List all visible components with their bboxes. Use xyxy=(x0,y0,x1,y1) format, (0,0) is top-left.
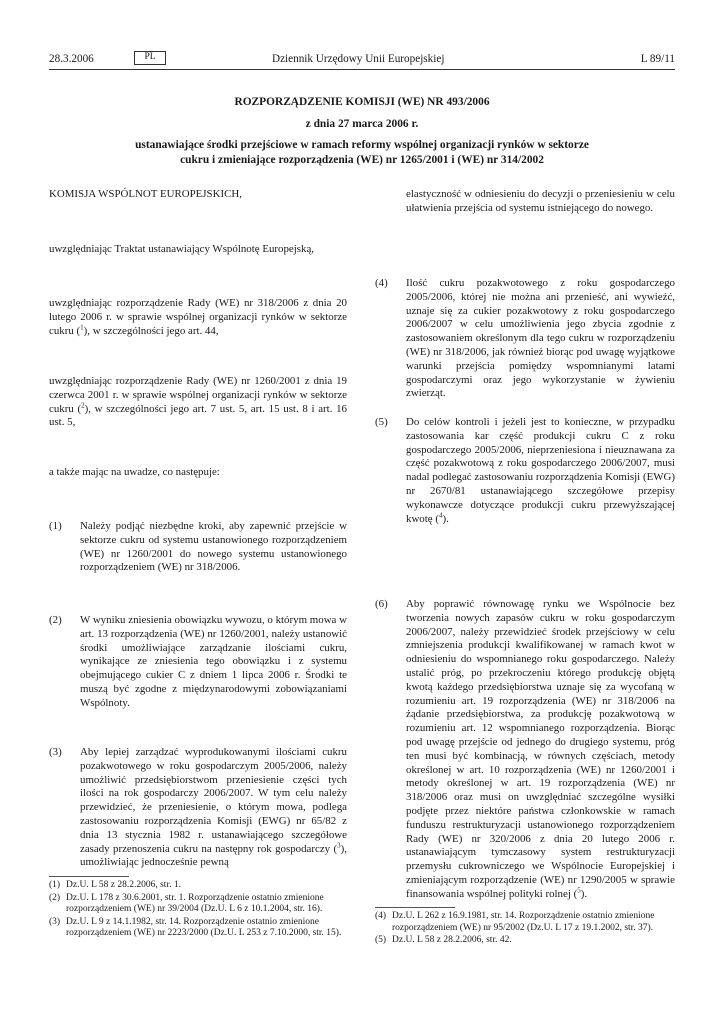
footnote-separator xyxy=(49,876,129,877)
language-badge: PL xyxy=(134,51,166,65)
footnote: (5) Dz.U. L 58 z 28.2.2006, str. 42. xyxy=(375,935,512,946)
footnote: (4) Dz.U. L 262 z 16.9.1981, str. 14. Rozporządzenie ostatnio zmienione rozporządzeniem (WE) nr 95/2002 (Dz.U. L 17 z 19.1.2002, str. 37). xyxy=(375,911,655,933)
regulation-subject-line-1: ustanawiające środki przejściowe w ramach reformy wspólnej organizacji rynków w sektorze xyxy=(135,139,589,151)
recital-number: (1) xyxy=(49,520,62,532)
footnote-ref-3: 3 xyxy=(337,840,341,849)
recital-number: (5) xyxy=(375,416,388,428)
recital-2: W wyniku zniesienia obowiązku wywozu, o którym mowa w art. 13 rozporządzenia (WE) nr 1260/2001, należy ustanowić środki umożliwiające zarządzanie ilościami cukru, wynikające ze zniesienia tego obowiązku i z systemu obejmującego cukier C z dniem 1 lipca 2006 r. Środki te muszą być zgodne z międzynarodowymi zobowiązaniami Wspólnoty. xyxy=(80,614,347,709)
citation-regulation-318: uwzględniając rozporządzenie Rady (WE) nr 318/2006 z dnia 20 lutego 2006 r. w sprawie wspólnej organizacji rynków w sektorze cukru ($^1$), w szczególności jego art. 44, xyxy=(49,297,347,337)
footnote: (3) Dz.U. L 9 z 14.1.1982, str. 14. Rozporządzenie ostatnio zmienione rozporządzeniem (WE) nr 2223/2000 (Dz.U. L 253 z 7.10.2000, str. 15). xyxy=(49,916,342,939)
recital-3: Aby lepiej zarządzać wyprodukowanymi ilościami cukru pozakwotowego w roku gospodarczym 2005/2006, należy umożliwić przedsiębiorstwom przeniesienie części tych ilości na rok gospodarczy 2006/2007. W tym celu należy przewidzieć, że przeniesienie, o którym mowa, podlega zastosowaniu rozporządzenia Komisji (EWG) nr 65/82 z dnia 13 stycznia 1982 r. ustanawiającego szczegółowe zasady przenoszenia cukru na następny rok gospodarczy ($^3$), umożliwiając jednocześnie pewną xyxy=(80,746,347,869)
footnote-ref-4: 4 xyxy=(438,510,443,519)
footnote-ref-5: 5 xyxy=(577,886,581,895)
recital-number: (2) xyxy=(49,614,62,626)
footnote-ref-1: 1 xyxy=(80,322,84,331)
footnote-ref-2: 2 xyxy=(81,400,85,409)
journal-title: Dziennik Urzędowy Unii Europejskiej xyxy=(272,53,445,65)
page-reference: L 89/11 xyxy=(640,53,675,65)
regulation-date: z dnia 27 marca 2006 r. xyxy=(305,118,419,130)
regulation-title: ROZPORZĄDZENIE KOMISJI (WE) NR 493/2006 xyxy=(234,96,490,108)
recital-number: (6) xyxy=(375,598,388,610)
footnote-separator xyxy=(375,907,455,908)
footnotes-right xyxy=(375,911,675,947)
footnote: (1) Dz.U. L 58 z 28.2.2006, str. 1. xyxy=(49,880,181,890)
header-rule xyxy=(49,69,675,70)
footnotes-left xyxy=(49,880,347,940)
recital-number: (4) xyxy=(375,277,388,289)
citation-treaty: uwzględniając Traktat ustanawiający Wspólnotę Europejską, xyxy=(49,243,315,255)
recital-5: Do celów kontroli i jeżeli jest to konieczne, w przypadku zastosowania kar część produkcji cukru C z roku gospodarczego 2005/2006, nieprzeniesiona i nieuznawana za część pozakwotową z roku gospodarczego 2006/2007, musi nadal podlegać zastosowaniu rozporządzenia Komisji (EWG) nr 2670/81 ustanawiającego szczegółowe przepisy wykonawcze dotyczące produkcji cukru przewyższającej kwotę ($^4$). xyxy=(406,416,675,525)
regulation-subject-line-2: cukru i zmieniające rozporządzenia (WE) nr 1265/2001 i (WE) nr 314/2002 xyxy=(180,154,544,166)
recital-4: Ilość cukru pozakwotowego z roku gospodarczego 2005/2006, której nie można ani przenieść, ani wywieźć, uznaje się za cukier pozakwotowy z roku gospodarczego 2006/2007 w celu umożliwienia jego zbycia zgodnie z zastosowaniem określonym dla tego cukru w rozporządzeniu (WE) nr 318/2006, jak również biorąc pod uwagę wyjątkowe warunki przejścia pomiędzy wspomnianymi latami gospodarczymi oraz jego wykorzystanie w żywieniu zwierząt. xyxy=(406,277,675,400)
recital-1: Należy podjąć niezbędne kroki, aby zapewnić przejście w sektorze cukru od systemu ustanowionego rozporządzeniem (WE) nr 1260/2001 do nowego systemu ustanowionego rozporządzeniem (WE) nr 318/2006. xyxy=(80,520,347,574)
citation-regulation-1260: uwzględniając rozporządzenie Rady (WE) nr 1260/2001 z dnia 19 czerwca 2001 r. w sprawie wspólnej organizacji rynków w sektorze cukru ($^2$), w szczególności jego art. 7 ust. 5, art. 15 ust. 8 i art. 16 ust. 5, xyxy=(49,375,347,429)
recital-number: (3) xyxy=(49,746,62,758)
whereas-intro: a także mając na uwadze, co następuje: xyxy=(49,466,220,478)
footnote: (2) Dz.U. L 178 z 30.6.2001, str. 1. Rozporządzenie ostatnio zmienione rozporządzeniem (WE) nr 39/2004 (Dz.U. L 6 z 10.1.2004, str. 16). xyxy=(49,892,324,915)
header-date: 28.3.2006 xyxy=(49,53,94,65)
commission-heading: KOMISJA WSPÓLNOT EUROPEJSKICH, xyxy=(49,188,242,200)
recital-6: Aby poprawić równowagę rynku we Wspólnocie bez tworzenia nowych zapasów cukru w roku gospodarczym 2006/2007, należy przewidzieć środek przejściowy w celu zmniejszenia produkcji kwalifikowanej w ramach kwot w odniesieniu do wspomnianego roku gospodarczego. Należy ustalić próg, po przekroczeniu którego produkcję objętą kwotą każdego przedsiębiorstwa uznaje się za wycofaną w rozumieniu art. 19 rozporządzenia (WE) nr 318/2006 na żądanie przedsiębiorstwa, za produkcję pozakwotową w rozumieniu art. 12 wspomnianego rozporządzenia. Biorąc pod uwagę przejście od jednego do drugiego systemu, próg ten musi być kombinacją, w równych częściach, metody określonej w art. 10 rozporządzenia (WE) nr 1260/2001 i metody określonej w art. 19 rozporządzenia (WE) nr 318/2006 oraz musi on uwzględniać szczególne wysiłki podjęte przez niektóre państwa członkowskie w ramach funduszu restrukturyzacji ustanowionego rozporządzeniem Rady (WE) nr 320/2006 z dnia 20 lutego 2006 r. ustanawiającym tymczasowy system restrukturyzacji przemysłu cukrowniczego we Wspólnocie Europejskiej i zmieniającym rozporządzenie (WE) nr 1290/2005 w sprawie finansowania wspólnej polityki rolnej ($^5$). xyxy=(406,598,675,900)
recital-3-continuation: elastyczność w odniesieniu do decyzji o przeniesieniu w celu ułatwienia przejścia od systemu istniejącego do nowego. xyxy=(406,188,675,214)
